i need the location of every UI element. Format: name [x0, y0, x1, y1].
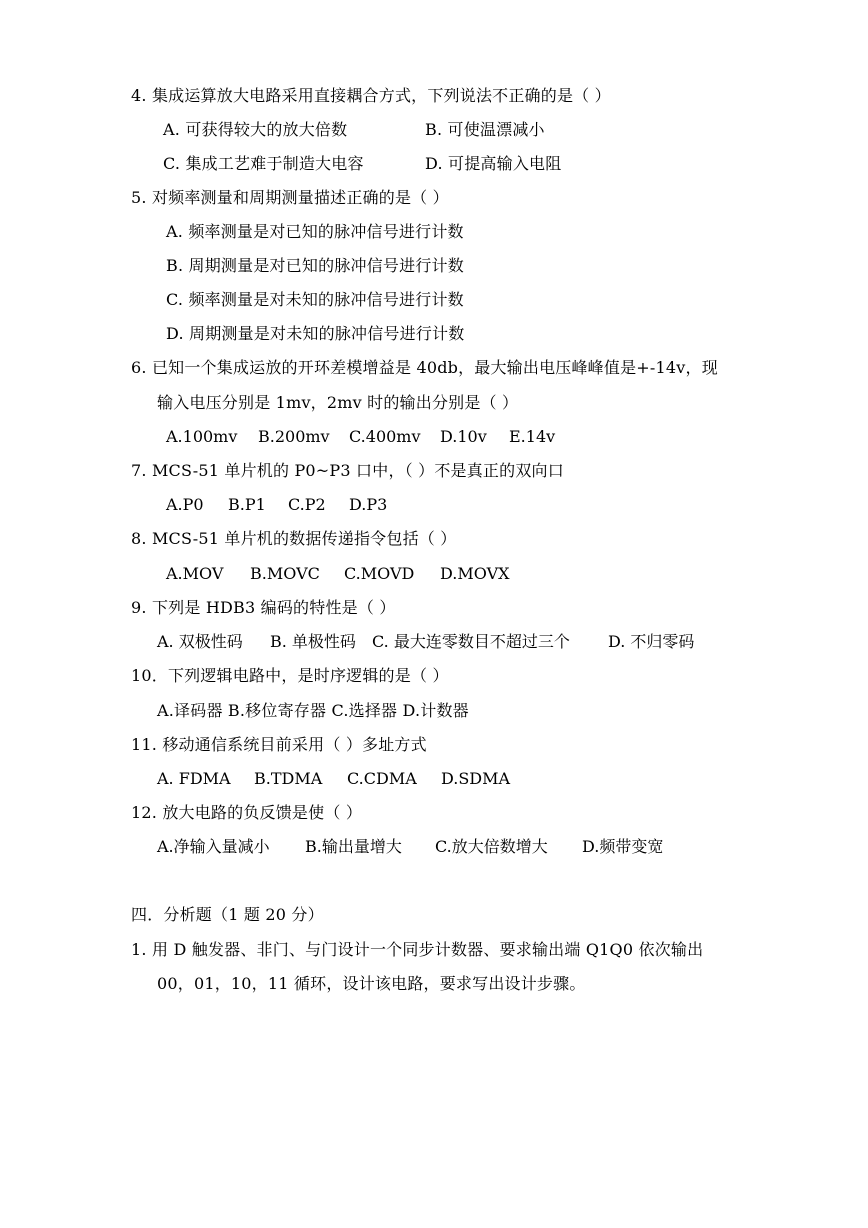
- q8-options: [166, 563, 510, 585]
- q7-option-b: B.P1: [228, 495, 266, 514]
- q6-option-d: D.10v: [440, 427, 487, 446]
- q11-option-c: C.CDMA: [347, 769, 417, 788]
- q7-stem: 7. MCS-51 单片机的 P0~P3 口中，（ ）不是真正的双向口: [131, 461, 564, 480]
- q6-options: [166, 426, 555, 448]
- q8-option-b: B.MOVC: [250, 564, 320, 583]
- q11-stem: 11. 移动通信系统目前采用（ ）多址方式: [131, 735, 427, 754]
- q6-option-e: E.14v: [509, 427, 556, 446]
- q7-option-d: D.P3: [349, 495, 388, 514]
- q7-option-a: A.P0: [166, 495, 204, 514]
- q12-option-a: A.净输入量减小: [157, 837, 270, 856]
- q8-option-a: A.MOV: [166, 564, 224, 583]
- q9-option-b: B. 单极性码: [270, 632, 356, 651]
- q10-options: A.译码器 B.移位寄存器 C.选择器 D.计数器: [157, 701, 469, 720]
- q12-option-d: D.频带变宽: [582, 837, 664, 856]
- section-4-q1-line1: 1. 用 D 触发器、非门、与门设计一个同步计数器、要求输出端 Q1Q0 依次输出: [131, 940, 704, 959]
- section-4-heading: 四．分析题（1 题 20 分）: [131, 905, 324, 924]
- q4-stem: 4. 集成运算放大电路采用直接耦合方式，下列说法不正确的是（ ）: [131, 86, 611, 105]
- q7-options: [166, 494, 387, 516]
- q11-option-b: B.TDMA: [254, 769, 323, 788]
- q12-option-b: B.输出量增大: [305, 837, 402, 856]
- q12-stem: 12. 放大电路的负反馈是使（ ）: [131, 803, 363, 822]
- q6-stem-line1: 6. 已知一个集成运放的开环差模增益是 40db，最大输出电压峰峰值是+-14v，现: [131, 358, 718, 377]
- q9-option-a: A. 双极性码: [157, 632, 243, 651]
- q6-stem-line2: 输入电压分别是 1mv，2mv 时的输出分别是（ ）: [157, 393, 519, 412]
- q6-option-b: B.200mv: [258, 427, 330, 446]
- q8-option-c: C.MOVD: [344, 564, 415, 583]
- q8-option-d: D.MOVX: [440, 564, 510, 583]
- q4-option-c: C. 集成工艺难于制造大电容: [163, 154, 364, 173]
- q4-option-b: B. 可使温漂减小: [425, 120, 545, 139]
- q5-option-b: B. 周期测量是对已知的脉冲信号进行计数: [166, 256, 464, 275]
- q4-option-d: D. 可提高输入电阻: [425, 154, 562, 173]
- q5-option-a: A. 频率测量是对已知的脉冲信号进行计数: [166, 222, 464, 241]
- q6-option-a: A.100mv: [166, 427, 238, 446]
- q9-option-d: D. 不归零码: [608, 632, 695, 651]
- q11-option-a: A. FDMA: [157, 769, 231, 788]
- q5-stem: 5. 对频率测量和周期测量描述正确的是（ ）: [131, 188, 449, 207]
- q8-stem: 8. MCS-51 单片机的数据传递指令包括（ ）: [131, 529, 457, 548]
- q4-option-a: A. 可获得较大的放大倍数: [163, 120, 348, 139]
- q12-options: [157, 836, 663, 858]
- q6-option-c: C.400mv: [349, 427, 421, 446]
- q9-option-c: C. 最大连零数目不超过三个: [372, 632, 570, 651]
- q7-option-c: C.P2: [288, 495, 326, 514]
- q11-option-d: D.SDMA: [441, 769, 511, 788]
- q10-stem: 10．下列逻辑电路中，是时序逻辑的是（ ）: [131, 666, 449, 685]
- q5-option-d: D. 周期测量是对未知的脉冲信号进行计数: [166, 324, 465, 343]
- q9-stem: 9. 下列是 HDB3 编码的特性是（ ）: [131, 598, 396, 617]
- q9-options: [157, 631, 694, 653]
- q5-option-c: C. 频率测量是对未知的脉冲信号进行计数: [166, 290, 464, 309]
- q12-option-c: C.放大倍数增大: [435, 837, 548, 856]
- section-4-q1-line2: 00，01，10，11 循环，设计该电路，要求写出设计步骤。: [157, 974, 586, 993]
- q11-options: [157, 768, 510, 790]
